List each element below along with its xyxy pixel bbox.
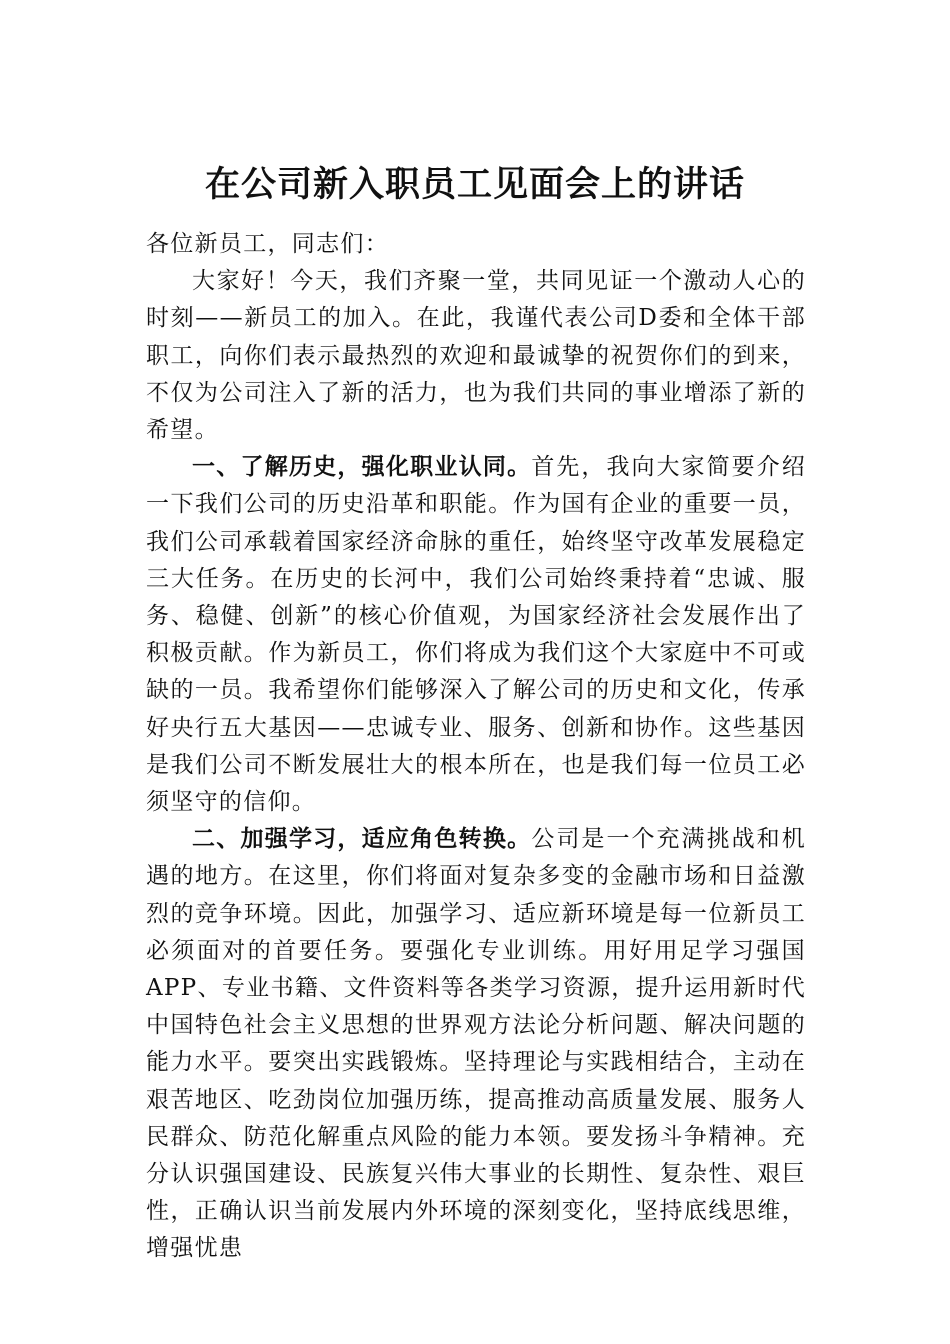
section-heading: 二、加强学习，适应角色转换。 [192,826,532,853]
paragraph-text: 大家好！今天，我们齐聚一堂，共同见证一个激动人心的时刻——新员工的加入。在此，我谨代表公司D委和全体干部职工，向你们表示最热烈的欢迎和最诚挚的祝贺你们的到来，不仅为公司注入了新的活力，也为我们共同的事业增添了新的希望。 [146,268,806,444]
paragraph-welcome [146,263,806,449]
paragraph-learning [146,821,806,1267]
document-title: 在公司新入职员工见面会上的讲话 [204,164,745,205]
paragraph-text: 首先，我向大家简要介绍一下我们公司的历史沿革和职能。作为国有企业的重要一员，我们公司承载着国家经济命脉的重任，始终坚守改革发展稳定三大任务。在历史的长河中，我们公司始终秉持着“忠诚、服务、稳健、创新”的核心价值观，为国家经济社会发展作出了积极贡献。作为新员工，你们将成为我们这个大家庭中不可或缺的一员。我希望你们能够深入了解公司的历史和文化，传承好央行五大基因——忠诚专业、服务、创新和协作。这些基因是我们公司不断发展壮大的根本所在，也是我们每一位员工必须坚守的信仰。 [146,454,806,816]
salutation: 各位新员工，同志们： [146,231,389,257]
document-body [146,226,806,1268]
section-heading: 一、了解历史，强化职业认同。 [192,454,532,481]
paragraph-text: 公司是一个充满挑战和机遇的地方。在这里，你们将面对复杂多变的金融市场和日益激烈的竞争环境。因此，加强学习、适应新环境是每一位新员工必须面对的首要任务。要强化专业训练。用好用足学习强国APP、专业书籍、文件资料等各类学习资源，提升运用新时代中国特色社会主义思想的世界观方法论分析问题、解决问题的能力水平。要突出实践锻炼。坚持理论与实践相结合，主动在艰苦地区、吃劲岗位加强历练，提高推动高质量发展、服务人民群众、防范化解重点风险的能力本领。要发扬斗争精神。充分认识强国建设、民族复兴伟大事业的长期性、复杂性、艰巨性，正确认识当前发展内外环境的深刻变化，坚持底线思维，增强忧患 [146,826,806,1262]
paragraph-history [146,449,806,821]
